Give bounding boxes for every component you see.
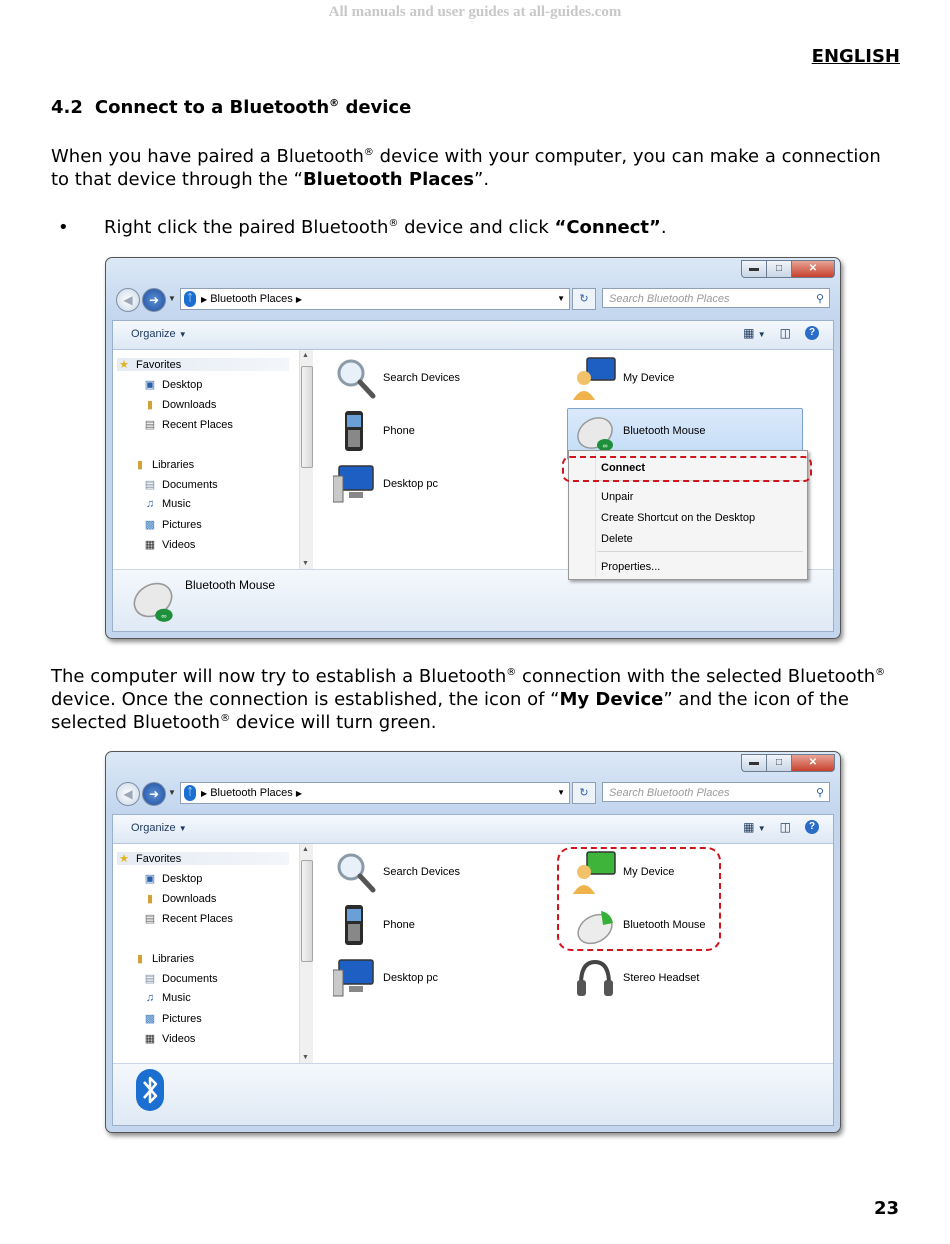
libraries-icon: ▮: [136, 459, 144, 471]
nav-favorites[interactable]: [117, 852, 289, 865]
documents-icon: ▤: [144, 973, 156, 985]
breadcrumb: ▶ Bluetooth Places ▶: [201, 787, 302, 799]
command-bar: [113, 815, 833, 844]
nav-videos[interactable]: [143, 538, 195, 551]
desktop-pc-icon: [333, 956, 377, 1000]
phone-icon: [333, 903, 377, 947]
heading-text-end: device: [339, 97, 412, 118]
search-input[interactable]: [602, 782, 830, 802]
downloads-folder-icon: ▮: [146, 399, 154, 411]
para-text: device will turn green.: [230, 712, 437, 733]
nav-label: Desktop: [162, 379, 203, 391]
navigation-bar: [112, 780, 834, 808]
para-text: device with your computer, you can make a connection to that device through the “: [51, 146, 881, 190]
nav-label: Recent Places: [162, 419, 233, 431]
forward-button[interactable]: ➜: [142, 288, 166, 312]
bullet-part: Right click the paired Bluetooth: [104, 217, 389, 238]
para-text: connection with the selected Bluetooth: [516, 666, 876, 687]
svg-text:∞: ∞: [602, 443, 608, 450]
nav-desktop[interactable]: [143, 378, 202, 391]
nav-music[interactable]: [143, 992, 191, 1004]
green-icons-highlight: [557, 847, 721, 951]
navigation-pane: [113, 350, 299, 569]
mouse-icon: [573, 409, 617, 453]
section-heading: [51, 97, 411, 118]
help-icon[interactable]: ?: [805, 326, 819, 340]
back-button[interactable]: ◀: [116, 782, 140, 806]
search-placeholder: Search Bluetooth Places: [609, 787, 730, 799]
item-label: Phone: [383, 919, 415, 931]
mouse-icon: [129, 576, 177, 624]
maximize-button[interactable]: □: [766, 260, 791, 278]
bullet-dot: •: [58, 217, 69, 238]
item-label: Desktop pc: [383, 478, 439, 490]
intro-paragraph: [51, 145, 901, 191]
item-label: Search Devices: [383, 372, 461, 384]
registered-mark: ®: [875, 667, 886, 678]
registered-mark: ®: [220, 713, 231, 724]
section-number: 4.2: [51, 97, 83, 118]
scroll-down-icon[interactable]: ▼: [302, 1054, 309, 1061]
nav-documents[interactable]: [143, 972, 218, 985]
desktop-pc-icon: [333, 462, 377, 506]
desktop-icon: ▣: [144, 873, 156, 885]
para-text: device. Once the connection is established, the icon of “: [51, 689, 560, 710]
nav-scrollbar[interactable]: [299, 350, 313, 569]
preview-pane-icon[interactable]: ◫: [779, 820, 791, 834]
explorer-window-connected: [105, 751, 841, 1133]
para-text: The computer will now try to establish a Bluetooth: [51, 666, 507, 687]
registered-mark: ®: [363, 147, 374, 158]
language-label: ENGLISH: [811, 46, 900, 67]
item-label: Stereo Headset: [623, 972, 700, 984]
scroll-thumb[interactable]: [301, 366, 313, 468]
pictures-icon: ▩: [144, 519, 156, 531]
downloads-folder-icon: ▮: [146, 893, 154, 905]
nav-label: Libraries: [152, 953, 195, 965]
libraries-icon: ▮: [136, 953, 144, 965]
nav-recent-places[interactable]: [143, 418, 233, 431]
nav-label: Documents: [162, 973, 218, 985]
scroll-down-icon[interactable]: ▼: [302, 560, 309, 567]
help-icon[interactable]: ?: [805, 820, 819, 834]
preview-pane-icon[interactable]: ◫: [779, 326, 791, 340]
magnifier-icon: [333, 850, 377, 894]
back-button[interactable]: ◀: [116, 288, 140, 312]
star-icon: ★: [119, 359, 129, 371]
headset-icon: [573, 956, 617, 1000]
refresh-button[interactable]: ↻: [572, 782, 596, 804]
view-options-icon[interactable]: ▦ ▼: [743, 326, 766, 340]
details-pane: [113, 1063, 833, 1125]
close-button[interactable]: ✕: [791, 260, 835, 278]
nav-music[interactable]: [143, 498, 191, 510]
phone-icon: [333, 409, 377, 453]
bullet-bold: “Connect”: [554, 217, 661, 238]
menu-separator: [597, 551, 803, 552]
registered-mark: ®: [388, 218, 399, 229]
recent-places-icon: ▤: [144, 419, 156, 431]
nav-label: Recent Places: [162, 913, 233, 925]
scroll-up-icon[interactable]: ▲: [302, 846, 309, 853]
refresh-button[interactable]: ↻: [572, 288, 596, 310]
nav-libraries[interactable]: [133, 952, 194, 965]
nav-label: Downloads: [162, 893, 217, 905]
nav-label: Libraries: [152, 459, 195, 471]
nav-documents[interactable]: [143, 478, 218, 491]
nav-desktop[interactable]: [143, 872, 202, 885]
breadcrumb: ▶ Bluetooth Places ▶: [201, 293, 302, 305]
nav-downloads[interactable]: [143, 892, 216, 905]
close-button[interactable]: ✕: [791, 754, 835, 772]
heading-text: Connect to a Bluetooth: [94, 97, 330, 118]
address-dropdown[interactable]: ▼: [557, 294, 565, 303]
item-label: Phone: [383, 425, 415, 437]
documents-icon: ▤: [144, 479, 156, 491]
para-text: When you have paired a Bluetooth: [51, 146, 364, 167]
nav-downloads[interactable]: [143, 398, 216, 411]
breadcrumb-item[interactable]: Bluetooth Places: [210, 293, 293, 305]
desktop-icon: ▣: [144, 379, 156, 391]
organize-label: Organize: [131, 822, 176, 834]
menu-item-properties[interactable]: Properties...: [601, 561, 661, 573]
nav-label: Videos: [162, 539, 196, 551]
music-icon: ♫: [145, 992, 155, 1004]
search-input[interactable]: [602, 288, 830, 308]
nav-scrollbar[interactable]: [299, 844, 313, 1063]
search-placeholder: Search Bluetooth Places: [609, 293, 730, 305]
caption-buttons: [741, 754, 835, 772]
pictures-icon: ▩: [144, 1013, 156, 1025]
recent-pages-dropdown[interactable]: ▼: [168, 294, 176, 303]
minimize-button[interactable]: ▬: [741, 754, 766, 772]
recent-pages-dropdown[interactable]: ▼: [168, 788, 176, 797]
address-bar[interactable]: [180, 288, 570, 310]
scroll-up-icon[interactable]: ▲: [302, 352, 309, 359]
item-label: My Device: [623, 866, 675, 878]
bullet-text: [104, 217, 667, 238]
watermark: All manuals and user guides at all-guides.com: [328, 4, 622, 20]
para-bold: Bluetooth Places: [302, 169, 474, 190]
svg-text:∞: ∞: [161, 611, 167, 621]
bluetooth-logo-icon: [135, 1068, 165, 1112]
bullet-part: .: [660, 217, 667, 238]
music-icon: ♫: [145, 498, 155, 510]
nav-label: Favorites: [136, 359, 182, 371]
registered-mark: ®: [329, 98, 340, 109]
nav-label: Documents: [162, 479, 218, 491]
item-label: Search Devices: [383, 866, 461, 878]
address-bar[interactable]: [180, 782, 570, 804]
organize-menu[interactable]: Organize ▼: [131, 328, 187, 340]
nav-recent-places[interactable]: [143, 912, 233, 925]
maximize-button[interactable]: □: [766, 754, 791, 772]
item-label: My Device: [623, 372, 675, 384]
nav-label: Desktop: [162, 873, 203, 885]
nav-label: Videos: [162, 1033, 196, 1045]
my-device-icon: [573, 356, 617, 400]
nav-videos[interactable]: [143, 1032, 195, 1045]
star-icon: ★: [119, 853, 129, 865]
details-label: Bluetooth Mouse: [185, 578, 276, 592]
nav-label: Pictures: [162, 1013, 202, 1025]
navigation-bar: [112, 286, 834, 314]
nav-label: Music: [162, 992, 191, 1004]
bullet-part: device and click: [398, 217, 555, 238]
nav-pictures[interactable]: [143, 1012, 202, 1025]
explorer-window-connect: [105, 257, 841, 639]
registered-mark: ®: [506, 667, 517, 678]
menu-item-unpair[interactable]: Unpair: [601, 491, 634, 503]
caption-buttons: [741, 260, 835, 278]
menu-item-create-shortcut[interactable]: Create Shortcut on the Desktop: [601, 512, 756, 524]
item-label: Bluetooth Mouse: [623, 425, 706, 437]
bluetooth-icon: ᛏ: [184, 785, 196, 801]
nav-label: Pictures: [162, 519, 202, 531]
para-bold: My Device: [559, 689, 664, 710]
search-icon[interactable]: ⚲: [815, 787, 824, 799]
nav-label: Downloads: [162, 399, 217, 411]
para-text: ” and the icon of the selected Bluetooth: [51, 689, 849, 733]
minimize-button[interactable]: ▬: [741, 260, 766, 278]
nav-label: Favorites: [136, 853, 182, 865]
result-paragraph: [51, 665, 901, 734]
view-options-icon[interactable]: ▦ ▼: [743, 820, 766, 834]
nav-label: Music: [162, 498, 191, 510]
magnifier-icon: [333, 356, 377, 400]
videos-icon: ▦: [144, 1033, 156, 1045]
menu-item-connect[interactable]: Connect: [601, 462, 645, 474]
forward-button[interactable]: ➜: [142, 782, 166, 806]
item-label: Desktop pc: [383, 972, 439, 984]
menu-item-delete[interactable]: Delete: [601, 533, 633, 545]
para-text: ”.: [474, 169, 490, 190]
recent-places-icon: ▤: [144, 913, 156, 925]
bluetooth-icon: ᛏ: [184, 291, 196, 307]
organize-label: Organize: [131, 328, 176, 340]
nav-favorites[interactable]: [117, 358, 289, 371]
navigation-pane: [113, 844, 299, 1063]
address-dropdown[interactable]: ▼: [557, 788, 565, 797]
videos-icon: ▦: [144, 539, 156, 551]
page-number: 23: [873, 1198, 899, 1219]
explorer-body: [112, 814, 834, 1126]
command-bar: [113, 321, 833, 350]
nav-pictures[interactable]: [143, 518, 202, 531]
scroll-thumb[interactable]: [301, 860, 313, 962]
search-icon[interactable]: ⚲: [815, 293, 824, 305]
breadcrumb-item[interactable]: Bluetooth Places: [210, 787, 293, 799]
nav-libraries[interactable]: [133, 458, 194, 471]
organize-menu[interactable]: Organize ▼: [131, 822, 187, 834]
connect-highlight: [562, 456, 812, 482]
item-label: Bluetooth Mouse: [623, 919, 706, 931]
